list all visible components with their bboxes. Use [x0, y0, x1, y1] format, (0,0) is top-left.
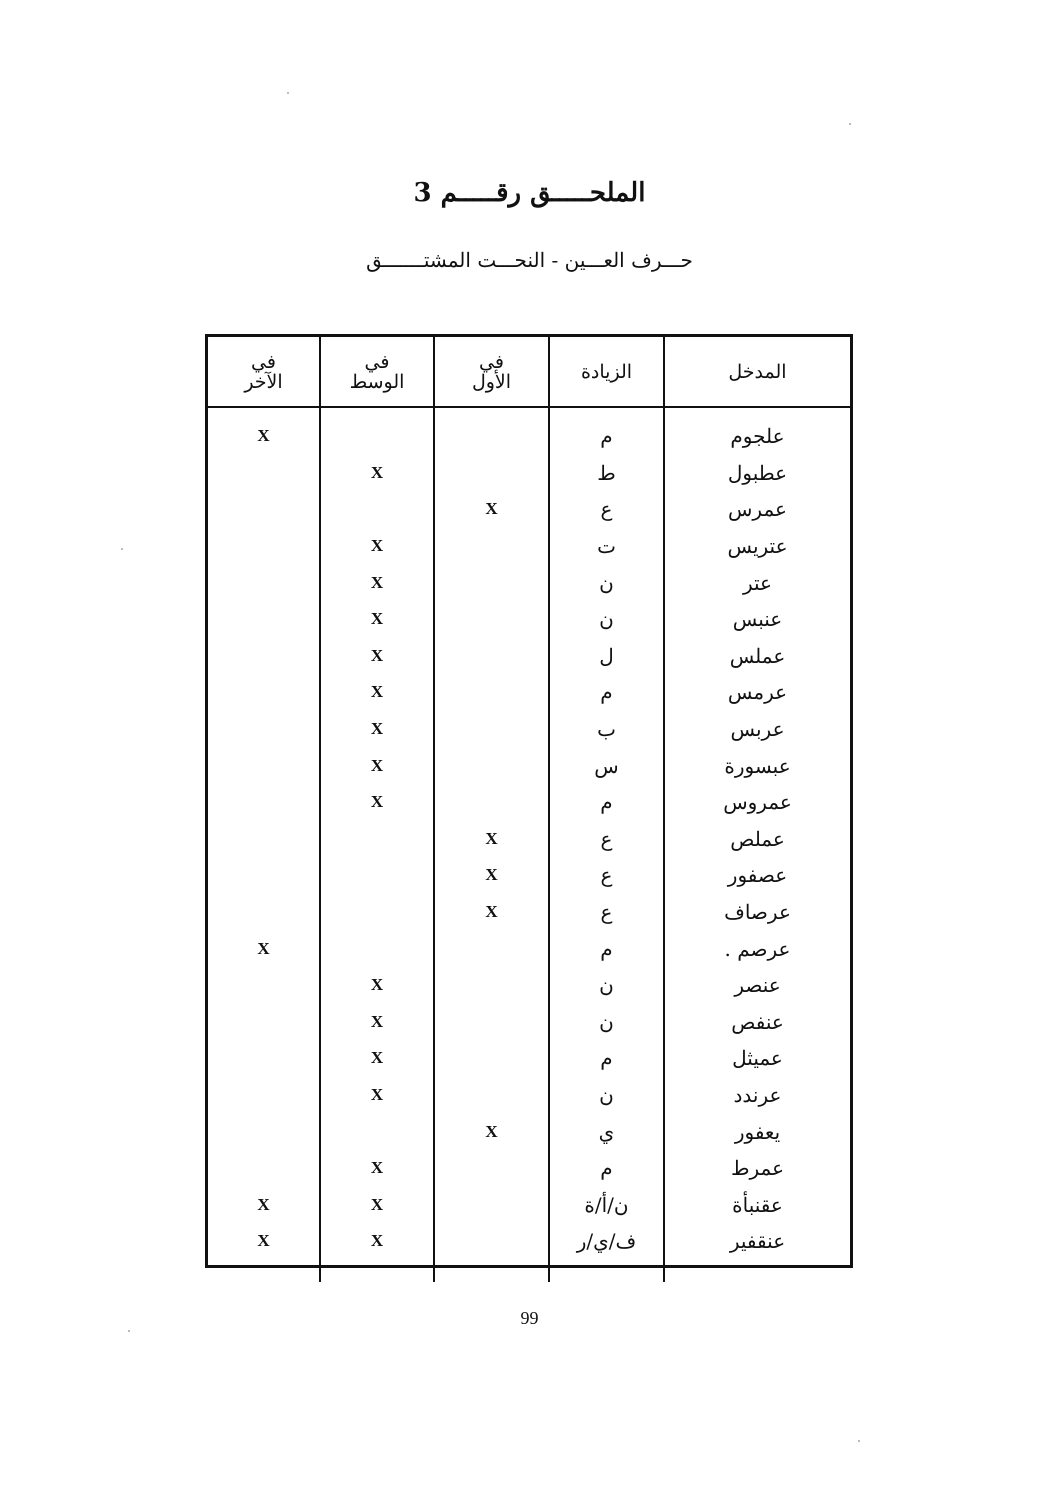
spacer-cell — [664, 1260, 850, 1282]
page-number: 99 — [520, 1308, 539, 1328]
spacer-cell — [549, 1260, 664, 1282]
cell-last — [208, 857, 320, 894]
cell-middle: X — [320, 747, 434, 784]
header-middle — [320, 337, 434, 407]
cell-addition: س — [549, 747, 664, 784]
header-first-line2: الأول — [471, 370, 512, 393]
cell-middle: X — [320, 638, 434, 675]
cell-entry: عنفص — [664, 1004, 850, 1041]
cell-first — [434, 528, 549, 565]
table-row — [208, 601, 850, 638]
cell-addition: ع — [549, 857, 664, 894]
table-row — [208, 711, 850, 748]
cell-addition: ل — [549, 638, 664, 675]
cell-last — [208, 601, 320, 638]
cell-middle: X — [320, 1004, 434, 1041]
table-row — [208, 821, 850, 858]
cell-last — [208, 528, 320, 565]
cell-entry: عقنبأة — [664, 1186, 850, 1223]
cell-first — [434, 601, 549, 638]
cell-first: X — [434, 857, 549, 894]
table-row — [208, 1186, 850, 1223]
cell-first — [434, 784, 549, 821]
cell-middle — [320, 857, 434, 894]
scan-speck — [121, 548, 123, 550]
table-row — [208, 930, 850, 967]
cell-last — [208, 967, 320, 1004]
cell-entry: عبسورة — [664, 747, 850, 784]
cell-addition: ب — [549, 711, 664, 748]
cell-last — [208, 1040, 320, 1077]
table-row — [208, 784, 850, 821]
scan-speck — [849, 123, 851, 125]
cell-middle: X — [320, 1077, 434, 1114]
spacer-cell — [434, 1260, 549, 1282]
table-bottom-spacer — [208, 1260, 850, 1282]
cell-addition: ع — [549, 491, 664, 528]
cell-last: X — [257, 1231, 270, 1251]
cell-addition: م — [549, 407, 664, 455]
cell-entry: عرصم . — [664, 930, 850, 967]
cell-first: X — [434, 894, 549, 931]
cell-entry: عرمس — [664, 674, 850, 711]
table-row — [208, 857, 850, 894]
cell-first — [434, 930, 549, 967]
table-row — [208, 1040, 850, 1077]
cell-last — [208, 1077, 320, 1114]
cell-first: X — [434, 1113, 549, 1150]
cell-first — [434, 1004, 549, 1041]
cell-first — [434, 1150, 549, 1187]
cell-last — [208, 894, 320, 931]
cell-first — [434, 564, 549, 601]
cell-addition: ن/أ/ة — [549, 1186, 664, 1223]
cell-last — [208, 747, 320, 784]
table-row — [208, 564, 850, 601]
cell-first — [434, 711, 549, 748]
cell-entry: علجوم — [664, 407, 850, 455]
cell-last: X — [257, 426, 270, 446]
cell-addition: م — [549, 674, 664, 711]
header-first-line1: في — [479, 350, 504, 373]
cell-last — [208, 821, 320, 858]
cell-addition: ن — [549, 1077, 664, 1114]
header-row — [208, 337, 850, 407]
cell-first — [434, 1040, 549, 1077]
table-row — [208, 491, 850, 528]
cell-addition: ت — [549, 528, 664, 565]
cell-addition: ط — [549, 455, 664, 492]
cell-addition: م — [549, 930, 664, 967]
cell-last — [208, 711, 320, 748]
table-row — [208, 894, 850, 931]
header-entry: المدخل — [664, 337, 850, 407]
table-row — [208, 674, 850, 711]
header-middle-line2: الوسط — [349, 370, 405, 393]
table-row — [208, 1223, 850, 1260]
table-row — [208, 1004, 850, 1041]
spacer-cell — [320, 1260, 434, 1282]
cell-middle — [320, 1113, 434, 1150]
table-row — [208, 747, 850, 784]
cell-middle: X — [320, 528, 434, 565]
cell-middle: X — [320, 1186, 434, 1223]
table-row — [208, 407, 850, 455]
cell-entry: عتر — [664, 564, 850, 601]
cell-last — [208, 674, 320, 711]
cell-entry: عصفور — [664, 857, 850, 894]
cell-addition: ن — [549, 967, 664, 1004]
cell-entry: عرصاف — [664, 894, 850, 931]
scan-speck — [128, 1330, 130, 1332]
cell-entry: عميثل — [664, 1040, 850, 1077]
cell-first: X — [434, 821, 549, 858]
cell-middle: X — [320, 1040, 434, 1077]
cell-last: X — [257, 1194, 270, 1214]
cell-entry: عملص — [664, 821, 850, 858]
cell-middle: X — [320, 564, 434, 601]
cell-entry: يعفور — [664, 1113, 850, 1150]
table-row — [208, 455, 850, 492]
scan-speck — [287, 92, 289, 94]
cell-first — [434, 674, 549, 711]
cell-addition: ن — [549, 1004, 664, 1041]
spacer-cell — [208, 1260, 320, 1282]
cell-addition: ع — [549, 821, 664, 858]
cell-addition: ن — [549, 564, 664, 601]
cell-middle — [320, 821, 434, 858]
table-row — [208, 638, 850, 675]
header-last — [208, 337, 320, 407]
header-addition: الزيادة — [549, 337, 664, 407]
header-middle-line1: في — [364, 350, 390, 373]
cell-last — [208, 638, 320, 675]
cell-last — [208, 455, 320, 492]
table-header — [208, 337, 850, 407]
cell-last — [208, 1150, 320, 1187]
cell-middle: X — [320, 601, 434, 638]
cell-last — [208, 491, 320, 528]
cell-entry: عربس — [664, 711, 850, 748]
cell-addition: ف/ي/ر — [549, 1223, 664, 1260]
cell-addition: م — [549, 784, 664, 821]
cell-entry: عطبول — [664, 455, 850, 492]
cell-middle — [320, 407, 434, 455]
appendix-table — [208, 337, 850, 1282]
appendix-table-frame — [205, 334, 853, 1268]
table-row — [208, 1077, 850, 1114]
table-row — [208, 1113, 850, 1150]
cell-entry: عمرس — [664, 491, 850, 528]
cell-first — [434, 407, 549, 455]
cell-middle — [320, 930, 434, 967]
cell-last — [208, 564, 320, 601]
cell-first — [434, 967, 549, 1004]
cell-entry: عنصر — [664, 967, 850, 1004]
table-body — [208, 407, 850, 1282]
cell-last — [208, 1004, 320, 1041]
cell-middle: X — [320, 455, 434, 492]
cell-last: X — [257, 938, 270, 958]
cell-first — [434, 1077, 549, 1114]
header-last-line1: في — [251, 350, 276, 373]
cell-first — [434, 638, 549, 675]
cell-middle — [320, 894, 434, 931]
cell-middle: X — [320, 967, 434, 1004]
cell-middle: X — [320, 1150, 434, 1187]
cell-addition: م — [549, 1040, 664, 1077]
table-row — [208, 1150, 850, 1187]
cell-addition: ي — [549, 1113, 664, 1150]
page-subtitle: حـــرف العـــين - النحـــت المشتـــــــق — [366, 248, 693, 272]
cell-entry: عمرط — [664, 1150, 850, 1187]
cell-middle: X — [320, 784, 434, 821]
table-row — [208, 528, 850, 565]
cell-first — [434, 1223, 549, 1260]
cell-first: X — [434, 491, 549, 528]
cell-first — [434, 455, 549, 492]
cell-last — [208, 784, 320, 821]
cell-entry: عنقفير — [664, 1223, 850, 1260]
cell-entry: عنبس — [664, 601, 850, 638]
header-last-line2: الآخر — [244, 370, 283, 393]
cell-addition: ن — [549, 601, 664, 638]
cell-middle — [320, 491, 434, 528]
cell-middle: X — [320, 711, 434, 748]
header-first — [434, 337, 549, 407]
cell-middle: X — [320, 674, 434, 711]
cell-entry: عتريس — [664, 528, 850, 565]
cell-addition: ع — [549, 894, 664, 931]
cell-first — [434, 1186, 549, 1223]
cell-middle: X — [320, 1223, 434, 1260]
page-title: الملحـــــق رقـــــم 3 — [413, 178, 646, 208]
cell-entry: عملس — [664, 638, 850, 675]
cell-entry: عمروس — [664, 784, 850, 821]
cell-addition: م — [549, 1150, 664, 1187]
scan-speck — [858, 1440, 860, 1442]
cell-entry: عرندد — [664, 1077, 850, 1114]
table-row — [208, 967, 850, 1004]
cell-first — [434, 747, 549, 784]
cell-last — [208, 1113, 320, 1150]
